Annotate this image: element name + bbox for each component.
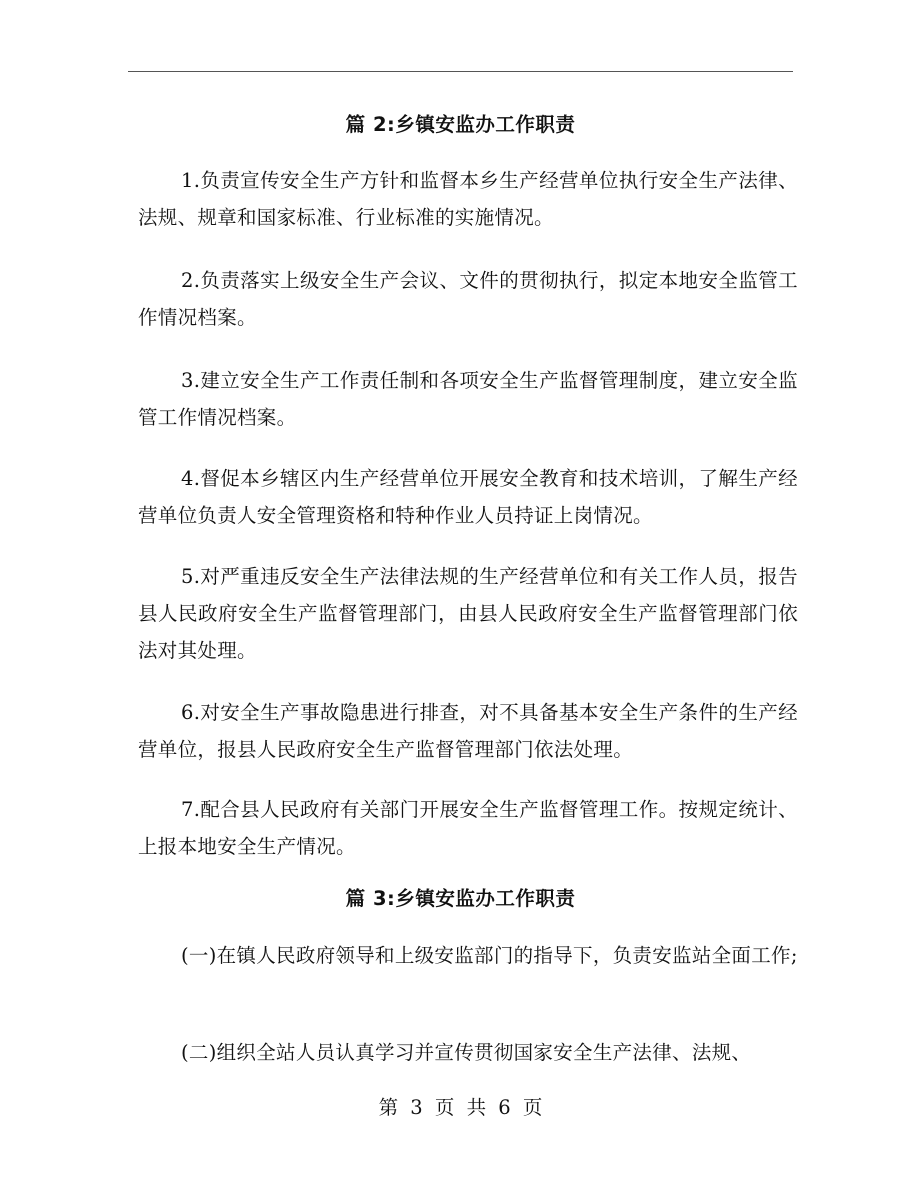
section-2-heading: 篇 2:乡镇安监办工作职责	[345, 113, 576, 136]
section-3-heading: 篇 3:乡镇安监办工作职责	[345, 887, 576, 910]
section-3-item-2: (二)组织全站人员认真学习并宣传贯彻国家安全生产法律、法规、	[181, 1041, 752, 1064]
section-2-item-2: 2.负责落实上级安全生产会议、文件的贯彻执行，拟定本地安全监管工作情况档案。	[138, 269, 798, 329]
section-3-item-1: (一)在镇人民政府领导和上级安监部门的指导下，负责安监站全面工作;	[181, 944, 798, 967]
section-2-item-7: 7.配合县人民政府有关部门开展安全生产监督管理工作。按规定统计、上报本地安全生产情况。	[138, 798, 798, 858]
section-2-item-6: 6.对安全生产事故隐患进行排查，对不具备基本安全生产条件的生产经营单位，报县人民政府安全生产监督管理部门依法处理。	[138, 701, 798, 761]
section-2-item-3: 3.建立安全生产工作责任制和各项安全生产监督管理制度，建立安全监管工作情况档案。	[138, 369, 798, 429]
section-2-item-1: 1.负责宣传安全生产方针和监督本乡生产经营单位执行安全生产法律、法规、规章和国家标准、行业标准的实施情况。	[138, 169, 798, 229]
section-2-item-5: 5.对严重违反安全生产法律法规的生产经营单位和有关工作人员，报告县人民政府安全生产监督管理部门，由县人民政府安全生产监督管理部门依法对其处理。	[138, 565, 798, 662]
page-footer: 第 3 页 共 6 页	[378, 1096, 543, 1119]
section-2-item-4: 4.督促本乡辖区内生产经营单位开展安全教育和技术培训，了解生产经营单位负责人安全管理资格和特种作业人员持证上岗情况。	[138, 467, 798, 527]
header-rule	[128, 71, 793, 72]
